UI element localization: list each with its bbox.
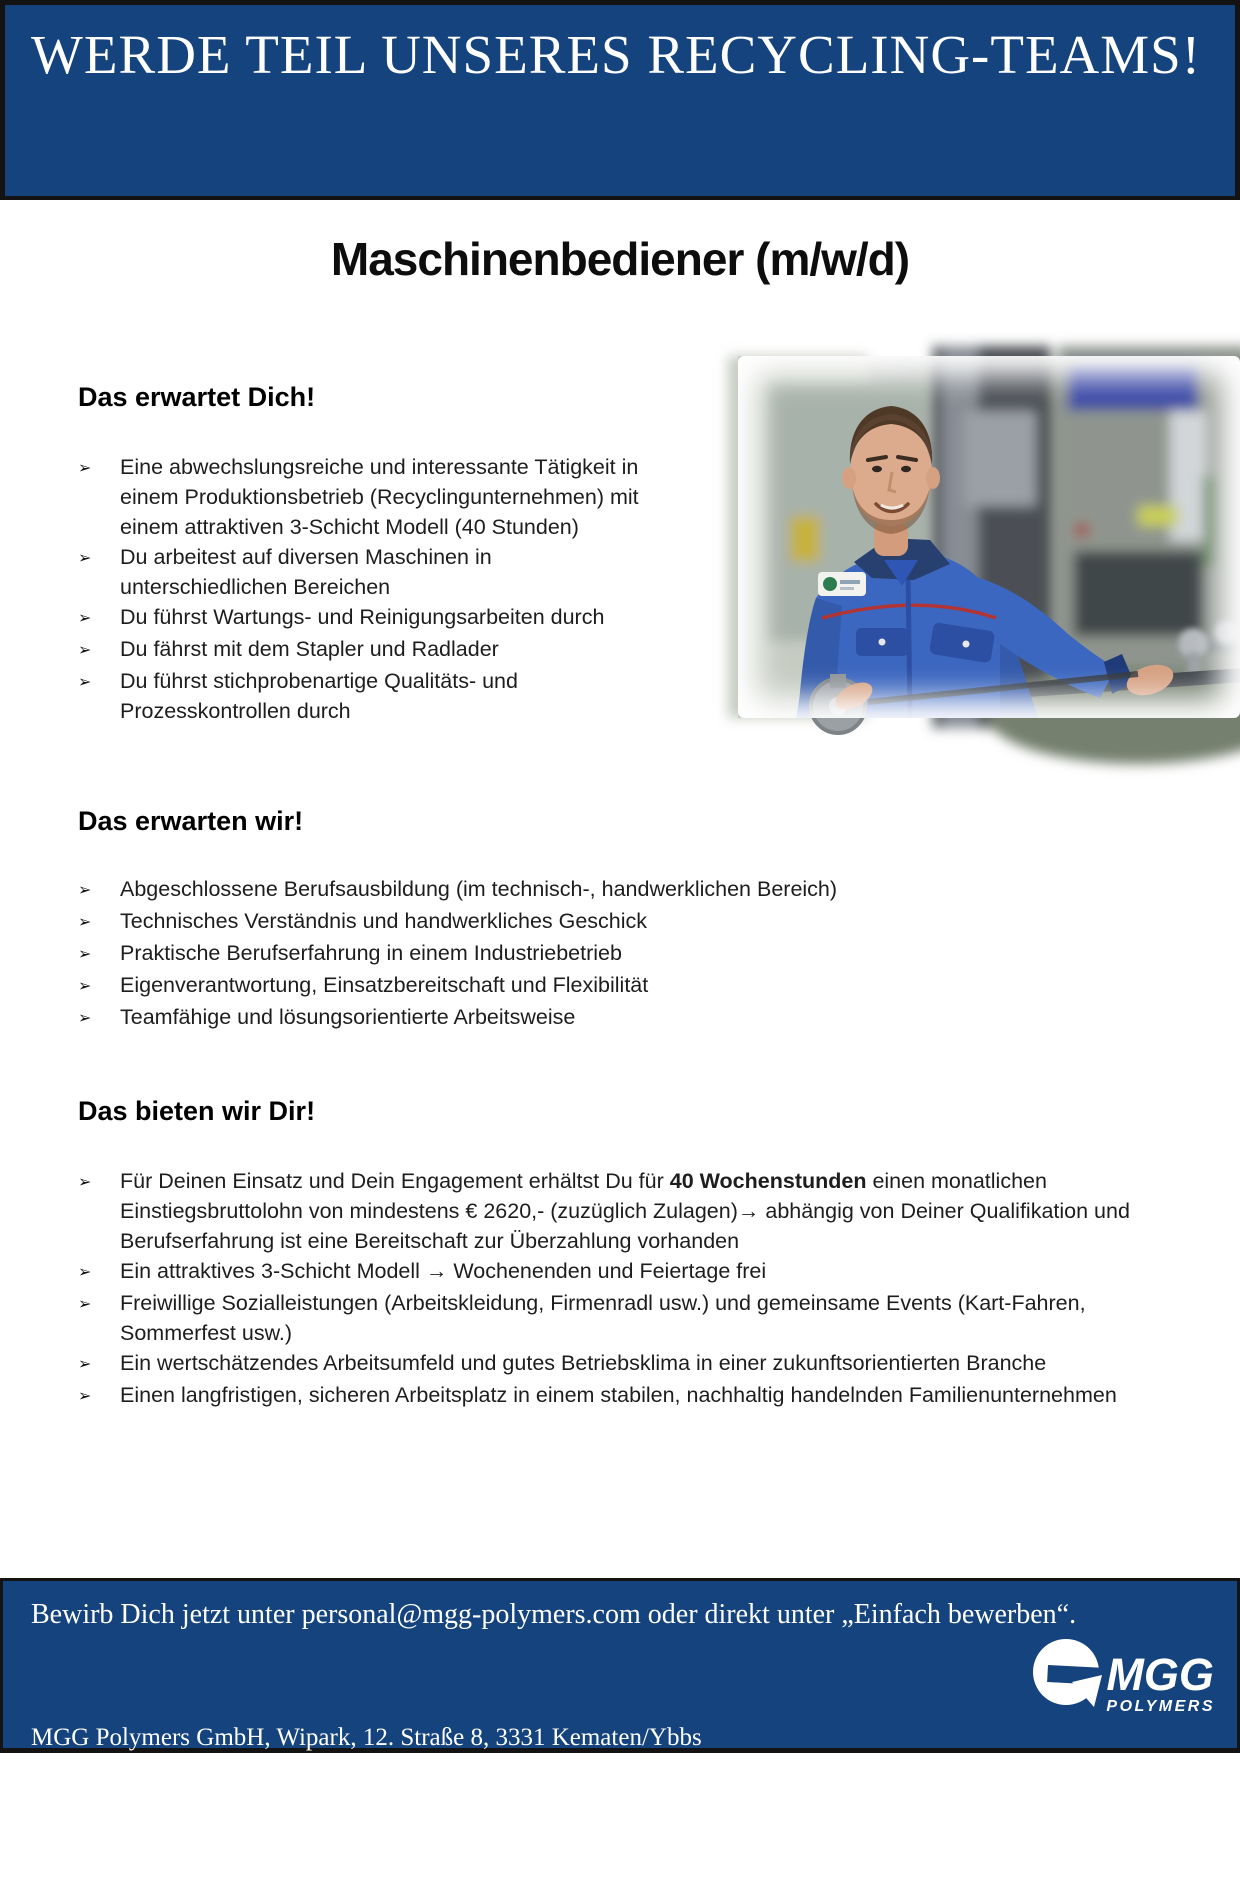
arrow-bullet-icon: ➢	[78, 460, 92, 477]
arrow-bullet-icon: ➢	[78, 946, 92, 963]
worker-photo-illustration	[738, 356, 1240, 718]
page-title: Maschinenbediener (m/w/d)	[330, 233, 910, 285]
arrow-bullet-icon: ➢	[78, 674, 92, 691]
arrow-bullet-icon: ➢	[78, 1010, 92, 1027]
arrow-bullet-icon: ➢	[78, 550, 92, 567]
list-item: ➢ Du führst Wartungs- und Reinigungsarbeiten durch	[78, 602, 656, 634]
arrow-bullet-icon: ➢	[78, 914, 92, 931]
list-item: ➢ Freiwillige Sozialleistungen (Arbeitskleidung, Firmenradl usw.) und gemeinsame Events (Kart-Fahren, Sommerfest usw.)	[78, 1288, 1163, 1348]
list-erwartet	[78, 452, 656, 726]
logo-name: MGG	[1106, 1649, 1214, 1700]
list-erwarten-wir	[78, 874, 1078, 1034]
list-item: ➢ Einen langfristigen, sicheren Arbeitsplatz in einem stabilen, nachhaltig handelnden Familienunternehmen	[78, 1380, 1163, 1412]
header-banner	[0, 0, 1240, 200]
arrow-bullet-icon: ➢	[78, 610, 92, 627]
arrow-bullet-icon: ➢	[78, 1388, 92, 1405]
list-item: ➢ Du führst stichprobenartige Qualitäts- und Prozesskontrollen durch	[78, 666, 656, 726]
section-heading-erwartet: Das erwartet Dich!	[78, 382, 316, 412]
section-heading-erwarten-wir: Das erwarten wir!	[78, 806, 304, 836]
list-item: ➢ Du arbeitest auf diversen Maschinen in unterschiedlichen Bereichen	[78, 542, 656, 602]
apply-line: Bewirb Dich jetzt unter personal@mgg-polymers.com oder direkt unter „Einfach bewerben“.	[31, 1599, 1077, 1630]
contact-line: www.mgg-polymers.com, Helga Berger 07476/77488-25	[31, 1814, 609, 1841]
list-item: ➢ Eigenverantwortung, Einsatzbereitschaft und Flexibilität	[78, 970, 1078, 1002]
list-item: ➢ Teamfähige und lösungsorientierte Arbeitsweise	[78, 1002, 1078, 1034]
arrow-bullet-icon: ➢	[78, 882, 92, 899]
list-bieten-wir	[78, 1166, 1163, 1412]
website-link[interactable]: www.mgg-polymers.com	[31, 1814, 285, 1841]
bold-wochenstunden: 40 Wochenstunden	[669, 1169, 867, 1193]
logo-text	[1106, 1649, 1215, 1716]
address-line: MGG Polymers GmbH, Wipark, 12. Straße 8, 3331 Kematen/Ybbs	[31, 1724, 702, 1751]
list-item: ➢ Du fährst mit dem Stapler und Radlader	[78, 634, 656, 666]
arrow-bullet-icon: ➢	[78, 1296, 92, 1313]
company-address-block	[31, 1663, 702, 1903]
arrow-bullet-icon: ➢	[78, 642, 92, 659]
list-item: ➢ Abgeschlossene Berufsausbildung (im technisch-, handwerklichen Bereich)	[78, 874, 1078, 906]
arrow-bullet-icon: ➢	[78, 1356, 92, 1373]
worker-photo	[738, 356, 1240, 718]
footer-banner	[0, 1578, 1240, 1841]
list-item: ➢ Eine abwechslungsreiche und interessante Tätigkeit in einem Produktionsbetrieb (Recyclingunternehmen) mit einem attraktiven 3-Schicht Modell (40 Stunden)	[78, 452, 656, 542]
list-item: ➢ Technisches Verständnis und handwerkliches Geschick	[78, 906, 1078, 938]
logo-subname: POLYMERS	[1106, 1698, 1215, 1715]
mgg-g-icon	[1032, 1637, 1102, 1707]
arrow-bullet-icon: ➢	[78, 1174, 92, 1191]
arrow-bullet-icon: ➢	[78, 1264, 92, 1281]
banner-title: WERDE TEIL UNSERES RECYCLING-TEAMS!	[31, 24, 1202, 85]
list-item: ➢ Ein wertschätzendes Arbeitsumfeld und gutes Betriebsklima in einer zukunftsorientierten Branche	[78, 1348, 1163, 1380]
mgg-polymers-logo	[1032, 1637, 1215, 1716]
section-heading-bieten-wir: Das bieten wir Dir!	[78, 1096, 316, 1126]
list-item: ➢ Ein attraktives 3-Schicht Modell → Wochenenden und Feiertage frei	[78, 1256, 1163, 1288]
list-item: ➢ Praktische Berufserfahrung in einem Industriebetrieb	[78, 938, 1078, 970]
arrow-bullet-icon: ➢	[78, 978, 92, 995]
list-item: ➢ Für Deinen Einsatz und Dein Engagement erhältst Du für 40 Wochenstunden einen monatlichen Einstiegsbruttolohn von mindestens € 2620,- (zuzüglich Zulagen)→ abhängig von Deiner Qualifikation und Berufserfahrung ist eine Bereitschaft zur Überzahlung vorhanden	[78, 1166, 1163, 1256]
email-link[interactable]: personal@mgg-polymers.com	[301, 1599, 641, 1630]
